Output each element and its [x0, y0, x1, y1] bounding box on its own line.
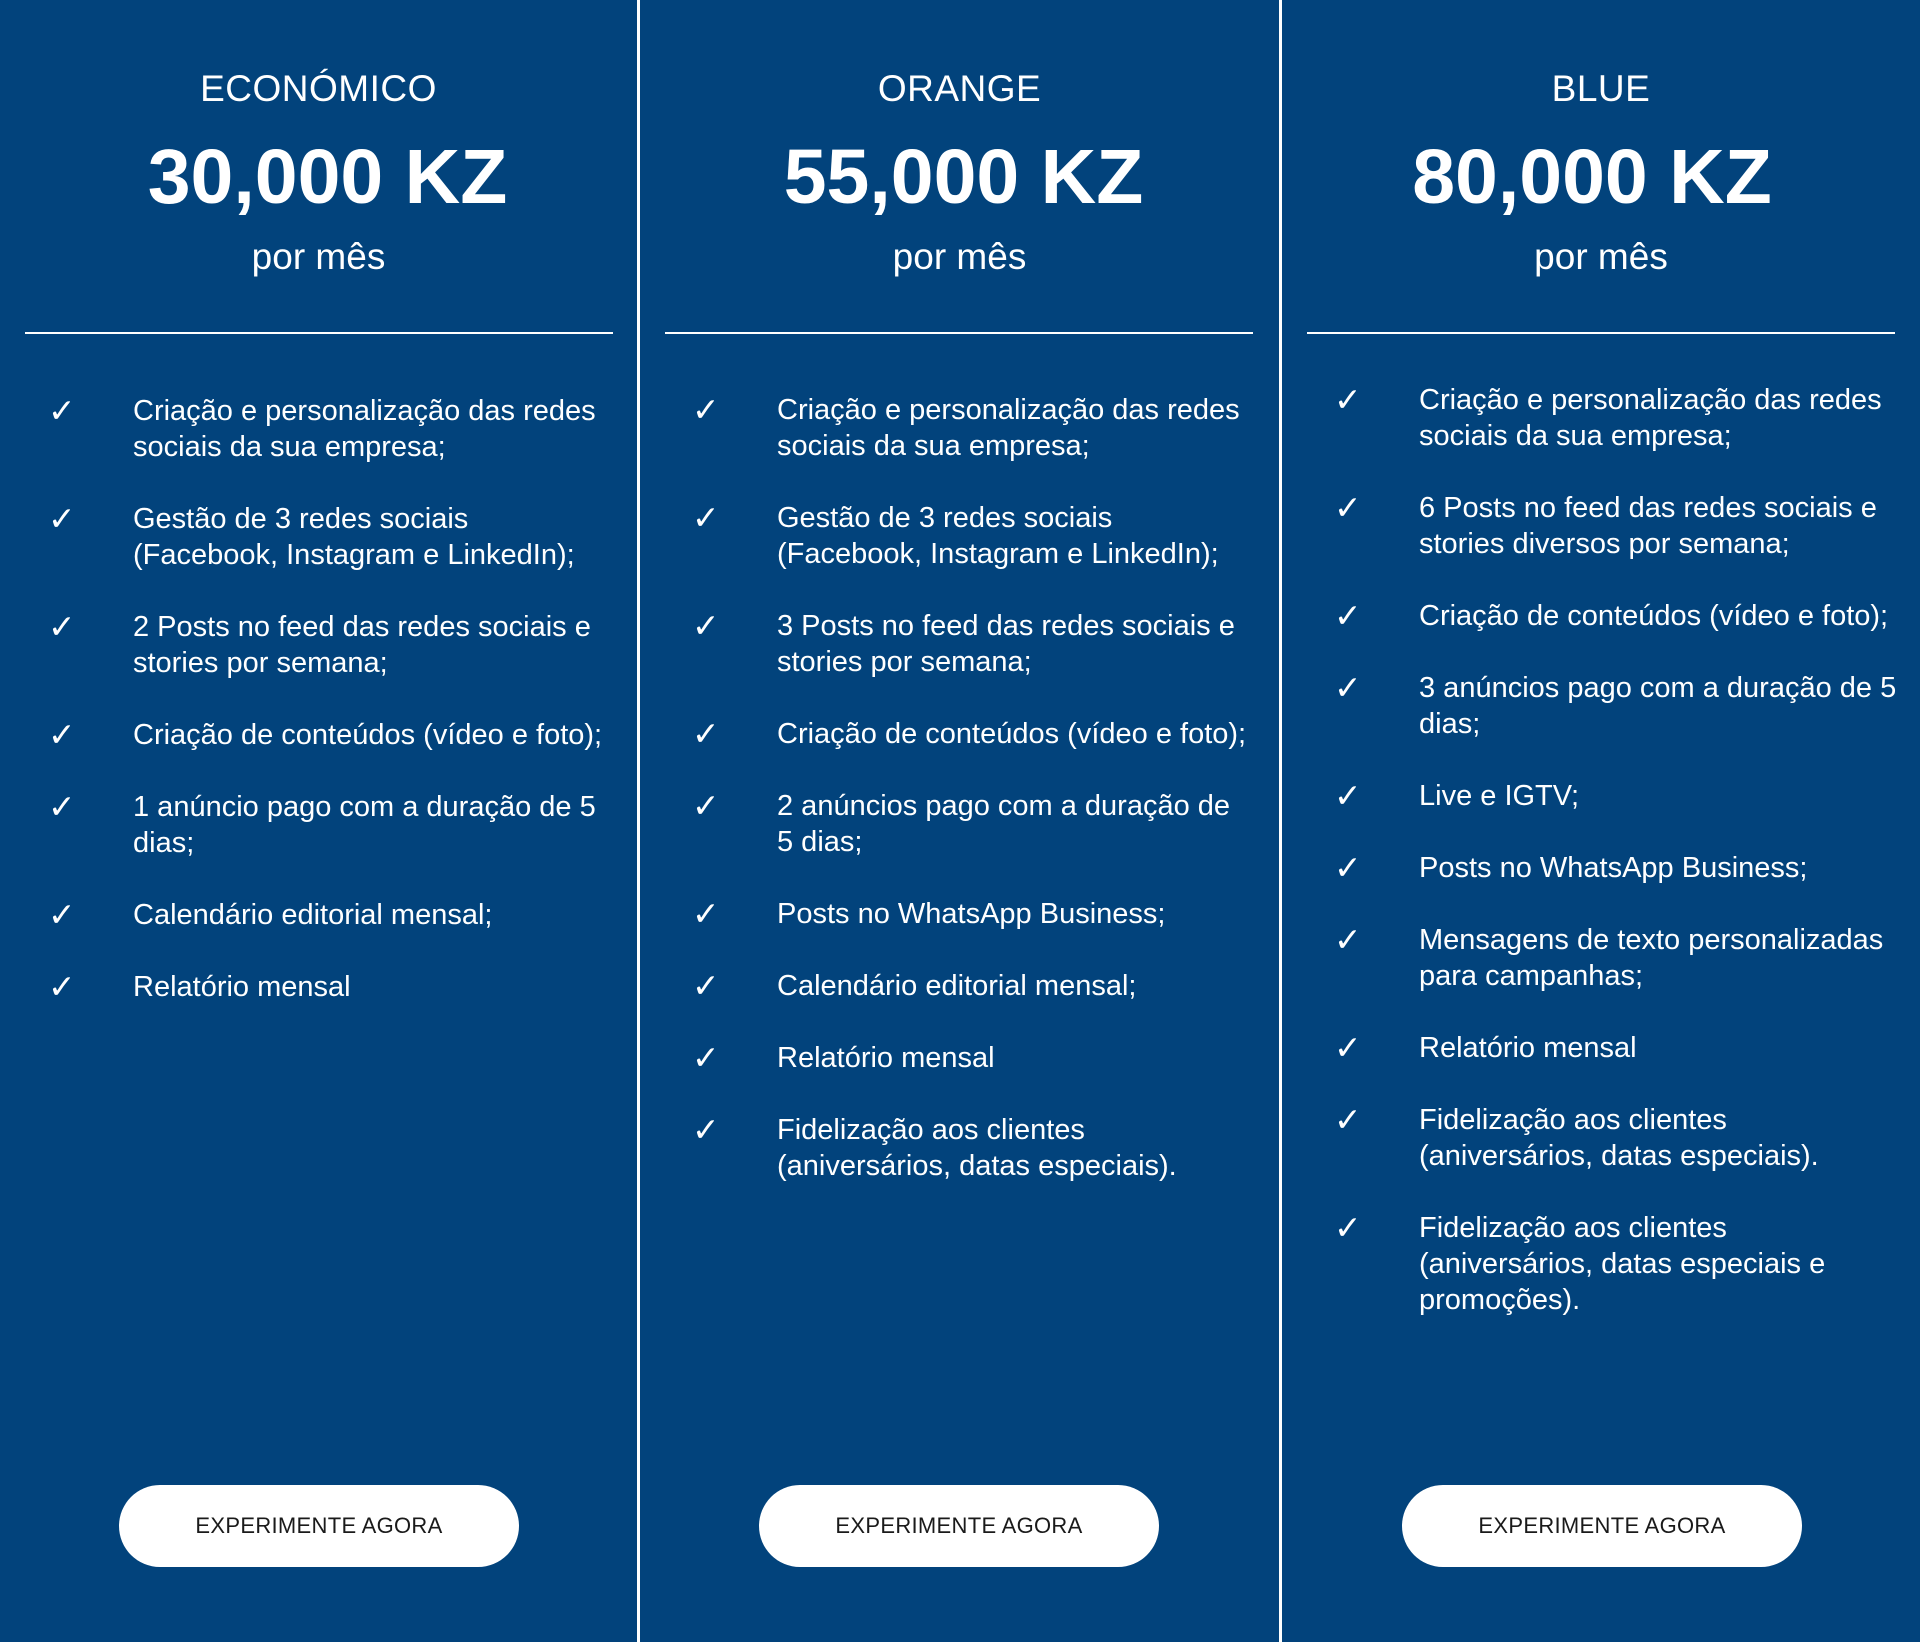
check-icon: ✓	[48, 499, 76, 538]
check-icon: ✓	[1334, 1100, 1362, 1139]
feature-list	[0, 393, 637, 1041]
plan-name: BLUE	[1551, 68, 1651, 109]
divider	[665, 332, 1253, 334]
check-icon: ✓	[1334, 848, 1362, 887]
feature-text: Criação e personalização das redes sociais da sua empresa;	[777, 394, 1240, 462]
check-icon: ✓	[1334, 668, 1362, 707]
check-icon: ✓	[1334, 920, 1362, 959]
feature-item	[1282, 922, 1920, 994]
feature-item	[640, 896, 1279, 932]
feature-item	[1282, 1030, 1920, 1066]
feature-item	[0, 393, 637, 465]
feature-item	[640, 500, 1279, 572]
plan-period: por mês	[251, 236, 386, 277]
feature-item	[0, 609, 637, 681]
check-icon: ✓	[1334, 776, 1362, 815]
plan-card-economico	[0, 0, 637, 1642]
feature-item	[0, 969, 637, 1005]
feature-text: 6 Posts no feed das redes sociais e stories diversos por semana;	[1419, 492, 1877, 560]
check-icon: ✓	[692, 390, 720, 429]
feature-text: 2 anúncios pago com a duração de 5 dias;	[777, 790, 1231, 858]
check-icon: ✓	[48, 967, 76, 1006]
check-icon: ✓	[48, 787, 76, 826]
feature-item	[1282, 778, 1920, 814]
feature-item	[0, 897, 637, 933]
feature-item	[640, 788, 1279, 860]
feature-item	[640, 608, 1279, 680]
feature-item	[0, 789, 637, 861]
divider	[25, 332, 613, 334]
feature-item	[1282, 670, 1920, 742]
feature-item	[1282, 1102, 1920, 1174]
feature-text: Criação e personalização das redes sociais da sua empresa;	[133, 395, 596, 463]
plan-period: por mês	[1534, 236, 1668, 277]
feature-text: Posts no WhatsApp Business;	[1419, 852, 1808, 884]
plan-card-blue	[1282, 0, 1920, 1642]
divider	[1307, 332, 1895, 334]
experimente-agora-button[interactable]: EXPERIMENTE AGORA	[1402, 1485, 1802, 1567]
experimente-agora-button[interactable]: EXPERIMENTE AGORA	[119, 1485, 519, 1567]
plan-name: ORANGE	[877, 68, 1042, 109]
feature-text: Criação de conteúdos (vídeo e foto);	[1419, 600, 1889, 632]
feature-list	[640, 392, 1279, 1220]
feature-text: 1 anúncio pago com a duração de 5 dias;	[133, 791, 596, 859]
check-icon: ✓	[1334, 596, 1362, 635]
feature-text: Relatório mensal	[133, 971, 351, 1003]
feature-item	[640, 1040, 1279, 1076]
check-icon: ✓	[692, 714, 720, 753]
feature-item	[640, 1112, 1279, 1184]
check-icon: ✓	[692, 498, 720, 537]
feature-text: Criação e personalização das redes sociais da sua empresa;	[1419, 384, 1882, 452]
plan-price: 80,000 KZ	[1412, 134, 1772, 220]
feature-text: Calendário editorial mensal;	[777, 970, 1137, 1002]
feature-text: Mensagens de texto personalizadas para campanhas;	[1419, 924, 1884, 992]
check-icon: ✓	[1334, 488, 1362, 527]
feature-list	[1282, 382, 1920, 1354]
feature-item	[1282, 598, 1920, 634]
feature-item	[640, 716, 1279, 752]
check-icon: ✓	[692, 1110, 720, 1149]
feature-text: Criação de conteúdos (vídeo e foto);	[133, 719, 603, 751]
feature-text: Posts no WhatsApp Business;	[777, 898, 1166, 930]
feature-item	[640, 968, 1279, 1004]
feature-text: Relatório mensal	[777, 1042, 995, 1074]
plan-period: por mês	[892, 236, 1027, 277]
feature-text: Calendário editorial mensal;	[133, 899, 493, 931]
check-icon: ✓	[692, 894, 720, 933]
plan-price: 30,000 KZ	[147, 134, 508, 220]
feature-text: 3 anúncios pago com a duração de 5 dias;	[1419, 672, 1897, 740]
feature-text: Fidelização aos clientes (aniversários, datas especiais).	[777, 1114, 1177, 1182]
feature-text: Fidelização aos clientes (aniversários, datas especiais e promoções).	[1419, 1212, 1826, 1316]
feature-item	[640, 392, 1279, 464]
feature-text: Live e IGTV;	[1419, 780, 1580, 812]
feature-item	[1282, 850, 1920, 886]
check-icon: ✓	[48, 607, 76, 646]
feature-item	[1282, 382, 1920, 454]
experimente-agora-button[interactable]: EXPERIMENTE AGORA	[759, 1485, 1159, 1567]
feature-item	[1282, 1210, 1920, 1318]
check-icon: ✓	[692, 786, 720, 825]
check-icon: ✓	[48, 895, 76, 934]
plan-price: 55,000 KZ	[783, 134, 1144, 220]
check-icon: ✓	[692, 606, 720, 645]
feature-text: 2 Posts no feed das redes sociais e stories por semana;	[133, 611, 591, 679]
check-icon: ✓	[48, 715, 76, 754]
feature-text: Gestão de 3 redes sociais (Facebook, Instagram e LinkedIn);	[777, 502, 1219, 570]
feature-text: Gestão de 3 redes sociais (Facebook, Instagram e LinkedIn);	[133, 503, 575, 571]
check-icon: ✓	[692, 1038, 720, 1077]
feature-item	[0, 717, 637, 753]
feature-text: Fidelização aos clientes (aniversários, datas especiais).	[1419, 1104, 1819, 1172]
plan-card-orange	[640, 0, 1279, 1642]
check-icon: ✓	[1334, 1208, 1362, 1247]
feature-item	[0, 501, 637, 573]
check-icon: ✓	[692, 966, 720, 1005]
plan-name: ECONÓMICO	[200, 68, 437, 109]
feature-item	[1282, 490, 1920, 562]
feature-text: Relatório mensal	[1419, 1032, 1637, 1064]
check-icon: ✓	[1334, 1028, 1362, 1067]
feature-text: Criação de conteúdos (vídeo e foto);	[777, 718, 1247, 750]
check-icon: ✓	[1334, 380, 1362, 419]
feature-text: 3 Posts no feed das redes sociais e stories por semana;	[777, 610, 1235, 678]
check-icon: ✓	[48, 391, 76, 430]
